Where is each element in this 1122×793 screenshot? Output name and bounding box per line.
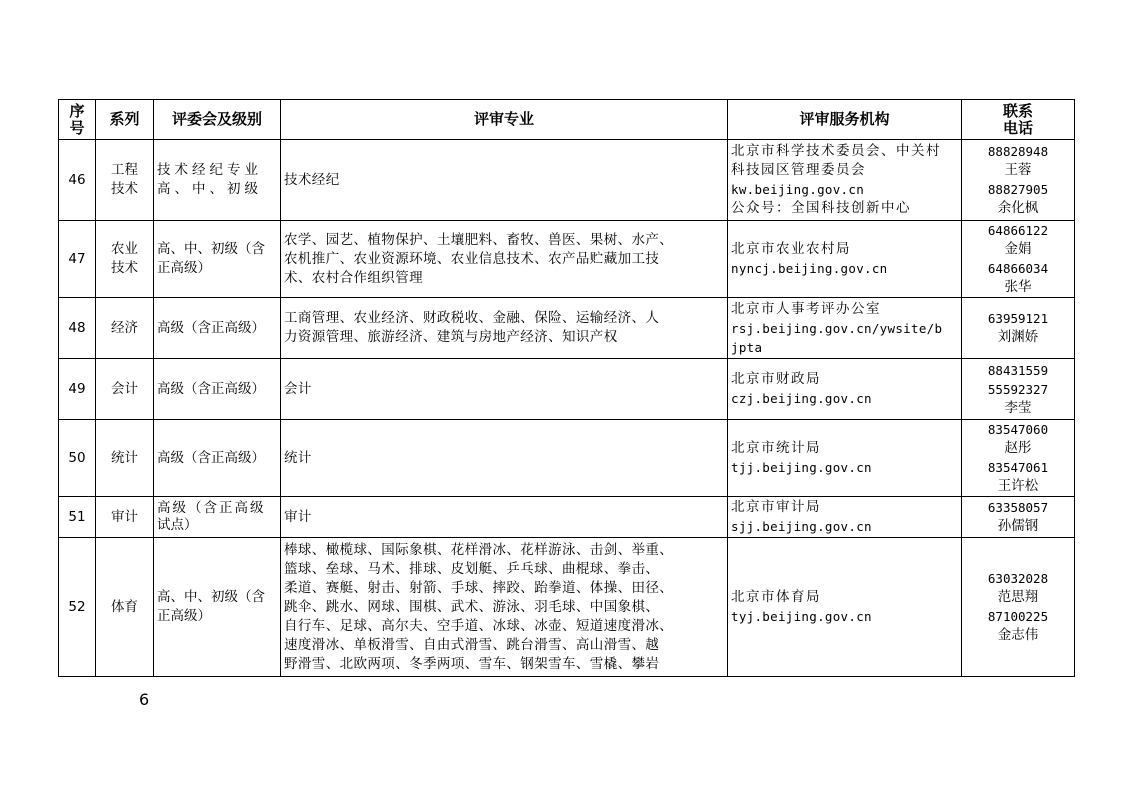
row-series: 统计 xyxy=(96,420,154,497)
org-website-link[interactable]: tyj.beijing.gov.cn xyxy=(731,609,872,624)
row-committee: 技术经纪专业 高、中、初级 xyxy=(154,140,281,221)
header-committee: 评委会及级别 xyxy=(154,100,281,140)
page-number: 6 xyxy=(139,690,150,709)
row-major: 棒球、橄榄球、国际象棋、花样滑冰、花样游泳、击剑、举重、 篮球、垒球、马术、排球、皮划艇、乒乓球、曲棍球、拳击、 柔道、赛艇、射击、射箭、手球、摔跤、跆拳道、体操、田径、 跳伞、跳水、网球、围棋、武术、游泳、羽毛球、中国象棋、 自行车、足球、高尔夫、空手道、冰球、冰壶、短道速度滑冰、 速度滑冰、单板滑雪、自由式滑雪、跳台滑雪、高山滑雪、越 野滑雪、北欧两项、冬季两项、雪车、钢架雪车、雪橇、攀岩 xyxy=(281,538,728,677)
row-contact: 63032028 范思翔 87100225 金志伟 xyxy=(962,538,1075,677)
row-no: 51 xyxy=(59,497,96,538)
row-committee: 高、中、初级（含 正高级） xyxy=(154,538,281,677)
org-website-link[interactable]: kw.beijing.gov.cn xyxy=(731,182,865,197)
table-row xyxy=(59,140,1075,221)
row-major: 审计 xyxy=(281,497,728,538)
row-no: 47 xyxy=(59,221,96,298)
row-major: 农学、园艺、植物保护、土壤肥料、畜牧、兽医、果树、水产、 农机推广、农业资源环境、农业信息技术、农产品贮藏加工技 术、农村合作组织管理 xyxy=(281,221,728,298)
table-row xyxy=(59,420,1075,497)
row-series: 审计 xyxy=(96,497,154,538)
row-major: 会计 xyxy=(281,359,728,420)
header-series: 系列 xyxy=(96,100,154,140)
row-committee: 高、中、初级（含 正高级） xyxy=(154,221,281,298)
row-contact: 63358057 孙儒钢 xyxy=(962,497,1075,538)
table-row xyxy=(59,298,1075,359)
header-major: 评审专业 xyxy=(281,100,728,140)
table-row xyxy=(59,538,1075,677)
org-website-link[interactable]: tjj.beijing.gov.cn xyxy=(731,460,872,475)
row-contact: 64866122 金娟 64866034 张华 xyxy=(962,221,1075,298)
row-no: 49 xyxy=(59,359,96,420)
row-no: 50 xyxy=(59,420,96,497)
row-major: 工商管理、农业经济、财政税收、金融、保险、运输经济、人 力资源管理、旅游经济、建筑与房地产经济、知识产权 xyxy=(281,298,728,359)
table-row xyxy=(59,221,1075,298)
row-committee: 高级（含正高级） xyxy=(154,420,281,497)
row-major: 技术经纪 xyxy=(281,140,728,221)
table-header-row xyxy=(59,100,1075,140)
row-contact: 83547060 赵彤 83547061 王许松 xyxy=(962,420,1075,497)
evaluation-table xyxy=(58,99,1075,677)
org-website-link[interactable]: czj.beijing.gov.cn xyxy=(731,391,872,406)
org-website-link[interactable]: sjj.beijing.gov.cn xyxy=(731,519,872,534)
row-series: 农业 技术 xyxy=(96,221,154,298)
row-org: 北京市人事考评办公室 rsj.beijing.gov.cn/ywsite/b jpta xyxy=(728,298,962,359)
row-series: 会计 xyxy=(96,359,154,420)
row-major: 统计 xyxy=(281,420,728,497)
row-committee: 高级（含正高级） xyxy=(154,359,281,420)
org-website-link-cont[interactable]: jpta xyxy=(731,339,763,355)
row-org: 北京市体育局 tyj.beijing.gov.cn xyxy=(728,538,962,677)
org-website-link[interactable]: rsj.beijing.gov.cn/ywsite/b xyxy=(731,320,943,336)
row-org: 北京市农业农村局 nyncj.beijing.gov.cn xyxy=(728,221,962,298)
row-contact: 88431559 55592327 李莹 xyxy=(962,359,1075,420)
header-contact: 联系 电话 xyxy=(962,100,1075,140)
row-series: 经济 xyxy=(96,298,154,359)
row-org: 北京市财政局 czj.beijing.gov.cn xyxy=(728,359,962,420)
row-contact: 88828948 王蓉 88827905 余化枫 xyxy=(962,140,1075,221)
header-org: 评审服务机构 xyxy=(728,100,962,140)
row-org: 北京市审计局 sjj.beijing.gov.cn xyxy=(728,497,962,538)
header-no: 序 号 xyxy=(59,100,96,140)
row-org: 北京市科学技术委员会、中关村 科技园区管理委员会 kw.beijing.gov.cn 公众号：全国科技创新中心 xyxy=(728,140,962,221)
table-row xyxy=(59,497,1075,538)
table-row xyxy=(59,359,1075,420)
row-no: 48 xyxy=(59,298,96,359)
row-no: 46 xyxy=(59,140,96,221)
org-website-link[interactable]: nyncj.beijing.gov.cn xyxy=(731,261,888,276)
row-series: 体育 xyxy=(96,538,154,677)
row-committee: 高级（含正高级 试点） xyxy=(154,497,281,538)
row-contact: 63959121 刘渊娇 xyxy=(962,298,1075,359)
row-series: 工程 技术 xyxy=(96,140,154,221)
row-org: 北京市统计局 tjj.beijing.gov.cn xyxy=(728,420,962,497)
row-no: 52 xyxy=(59,538,96,677)
row-committee: 高级（含正高级） xyxy=(154,298,281,359)
